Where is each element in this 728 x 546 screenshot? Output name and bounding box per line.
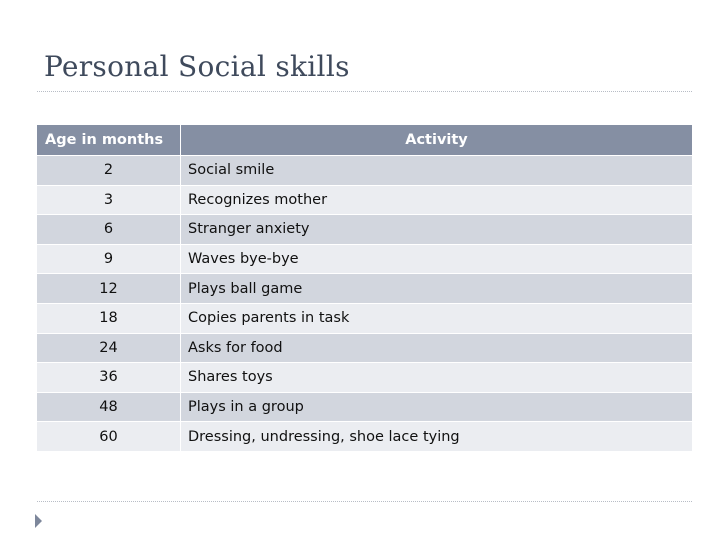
table-row — [37, 215, 692, 245]
age-cell: 48 — [37, 393, 181, 423]
activity-cell: Recognizes mother — [181, 186, 692, 216]
activity-cell: Shares toys — [181, 363, 692, 393]
table-row — [37, 304, 692, 334]
activity-cell: Plays ball game — [181, 274, 692, 304]
activity-cell: Social smile — [181, 156, 692, 186]
activity-cell: Plays in a group — [181, 393, 692, 423]
age-cell: 36 — [37, 363, 181, 393]
table-row — [37, 274, 692, 304]
triangle-bullet-icon — [35, 514, 42, 528]
column-header-activity: Activity — [181, 125, 692, 156]
table-header-row — [37, 125, 692, 156]
skills-table-container — [37, 125, 692, 452]
activity-cell: Waves bye-bye — [181, 245, 692, 275]
age-cell: 18 — [37, 304, 181, 334]
footer-divider — [37, 501, 692, 502]
table-row — [37, 393, 692, 423]
title-divider — [37, 91, 692, 92]
table-row — [37, 156, 692, 186]
slide-title: Personal Social skills — [44, 50, 350, 83]
age-cell: 12 — [37, 274, 181, 304]
age-cell: 60 — [37, 422, 181, 452]
activity-cell: Asks for food — [181, 334, 692, 364]
table-row — [37, 422, 692, 452]
table-row — [37, 245, 692, 275]
age-cell: 3 — [37, 186, 181, 216]
skills-table — [37, 125, 692, 452]
column-header-age: Age in months — [37, 125, 181, 156]
age-cell: 9 — [37, 245, 181, 275]
activity-cell: Dressing, undressing, shoe lace tying — [181, 422, 692, 452]
age-cell: 2 — [37, 156, 181, 186]
table-row — [37, 334, 692, 364]
activity-cell: Stranger anxiety — [181, 215, 692, 245]
table-row — [37, 186, 692, 216]
age-cell: 24 — [37, 334, 181, 364]
table-row — [37, 363, 692, 393]
age-cell: 6 — [37, 215, 181, 245]
activity-cell: Copies parents in task — [181, 304, 692, 334]
